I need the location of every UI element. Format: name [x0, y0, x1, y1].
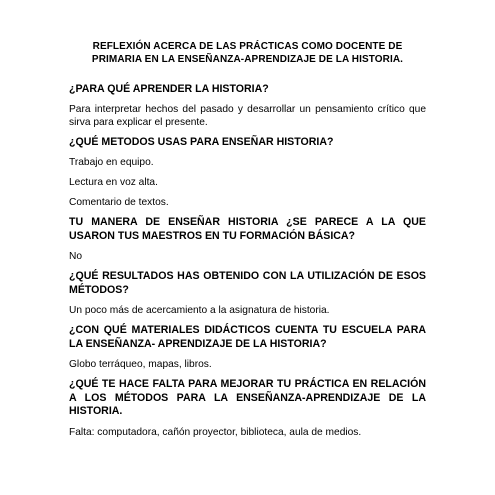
title-line-1: REFLEXIÓN ACERCA DE LAS PRÁCTICAS COMO DOCENTE DE: [92, 41, 403, 52]
answer-2-item-3: Comentario de textos.: [69, 197, 169, 208]
answer-3: No: [69, 251, 83, 262]
question-6: ¿QUÉ TE HACE FALTA PARA MEJORAR TU PRÁCTICA EN RELACIÓN A LOS MÉTODOS PARA LA ENSEÑANZA-APRENDIZAJE DE LA HISTORIA.: [69, 378, 426, 417]
document-title: [69, 40, 426, 66]
answer-2-item-2: Lectura en voz alta.: [69, 177, 158, 188]
answer-1: Para interpretar hechos del pasado y desarrollar un pensamiento crítico que sirva para explicar el presente.: [69, 103, 426, 128]
question-4: ¿QUÉ RESULTADOS HAS OBTENIDO CON LA UTILIZACIÓN DE ESOS MÉTODOS?: [69, 270, 426, 296]
question-1: ¿PARA QUÉ APRENDER LA HISTORIA?: [69, 83, 269, 95]
answer-4: Un poco más de acercamiento a la asignatura de historia.: [69, 305, 330, 316]
document-page: [69, 40, 426, 445]
answer-6: Falta: computadora, cañón proyector, biblioteca, aula de medios.: [69, 426, 362, 438]
question-5: ¿CON QUÉ MATERIALES DIDÁCTICOS CUENTA TU ESCUELA PARA LA ENSEÑANZA- APRENDIZAJE DE LA HISTORIA?: [69, 324, 426, 350]
question-2: ¿QUÉ METODOS USAS PARA ENSEÑAR HISTORIA?: [69, 135, 334, 148]
answer-2-item-1: Trabajo en equipo.: [69, 157, 154, 168]
question-3: TU MANERA DE ENSEÑAR HISTORIA ¿SE PARECE A LA QUE USARON TUS MAESTROS EN TU FORMACIÓN BÁSICA?: [69, 216, 426, 242]
title-line-2: PRIMARIA EN LA ENSEÑANZA-APRENDIZAJE DE LA HISTORIA.: [91, 54, 404, 65]
answer-5: Globo terráqueo, mapas, libros.: [69, 359, 212, 370]
